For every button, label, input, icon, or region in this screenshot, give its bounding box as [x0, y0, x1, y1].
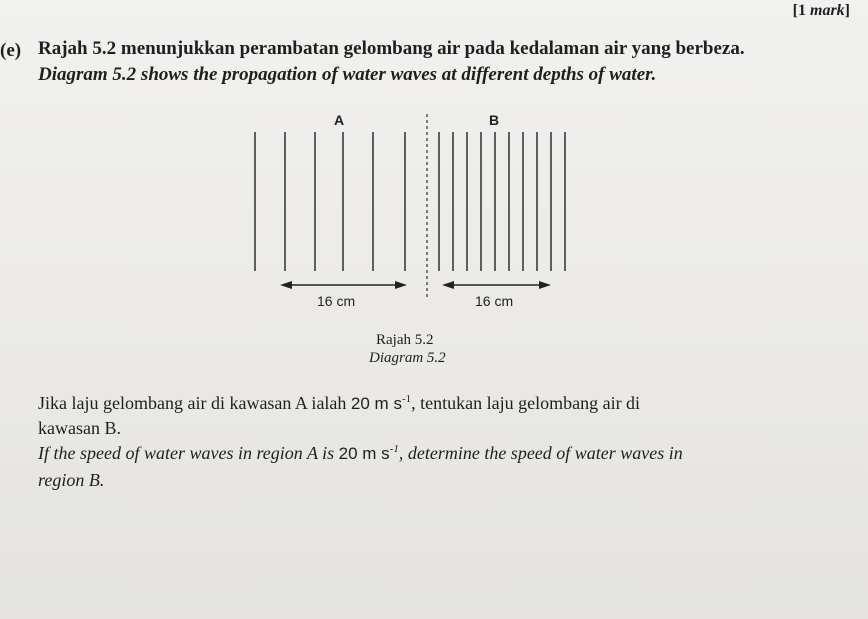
- question-text-malay: Rajah 5.2 menunjukkan perambatan gelombang air pada kedalaman air yang berbeza.: [38, 38, 745, 59]
- region-a-wavefronts: [255, 132, 405, 271]
- caption-english: Diagram 5.2: [369, 350, 446, 366]
- region-b-label: B: [489, 112, 500, 128]
- region-b-distance-label: 16 cm: [475, 293, 514, 309]
- body-english-line-2: region B.: [38, 470, 105, 490]
- caption-malay: Rajah 5.2: [376, 332, 434, 348]
- dimension-arrow-a: [280, 281, 407, 289]
- region-a-distance-label: 16 cm: [317, 293, 356, 309]
- body-malay-line-1: Jika laju gelombang air di kawasan A ialah 20 m $s^{-1}$, tentukan laju gelombang air di: [38, 393, 641, 413]
- body-malay-line-2: kawasan B.: [38, 418, 121, 438]
- region-a-label: A: [334, 112, 345, 128]
- region-b-wavefronts: [439, 132, 565, 271]
- body-english-line-1: If the speed of water waves in region A is 20 m $s^{-1}$, determine the speed of water waves in: [38, 443, 683, 463]
- marks-indicator: [1 mark]: [792, 2, 850, 19]
- question-label: (e): [0, 40, 22, 61]
- question-text-english: Diagram 5.2 shows the propagation of water waves at different depths of water.: [38, 64, 657, 85]
- dimension-arrow-b: [442, 281, 551, 289]
